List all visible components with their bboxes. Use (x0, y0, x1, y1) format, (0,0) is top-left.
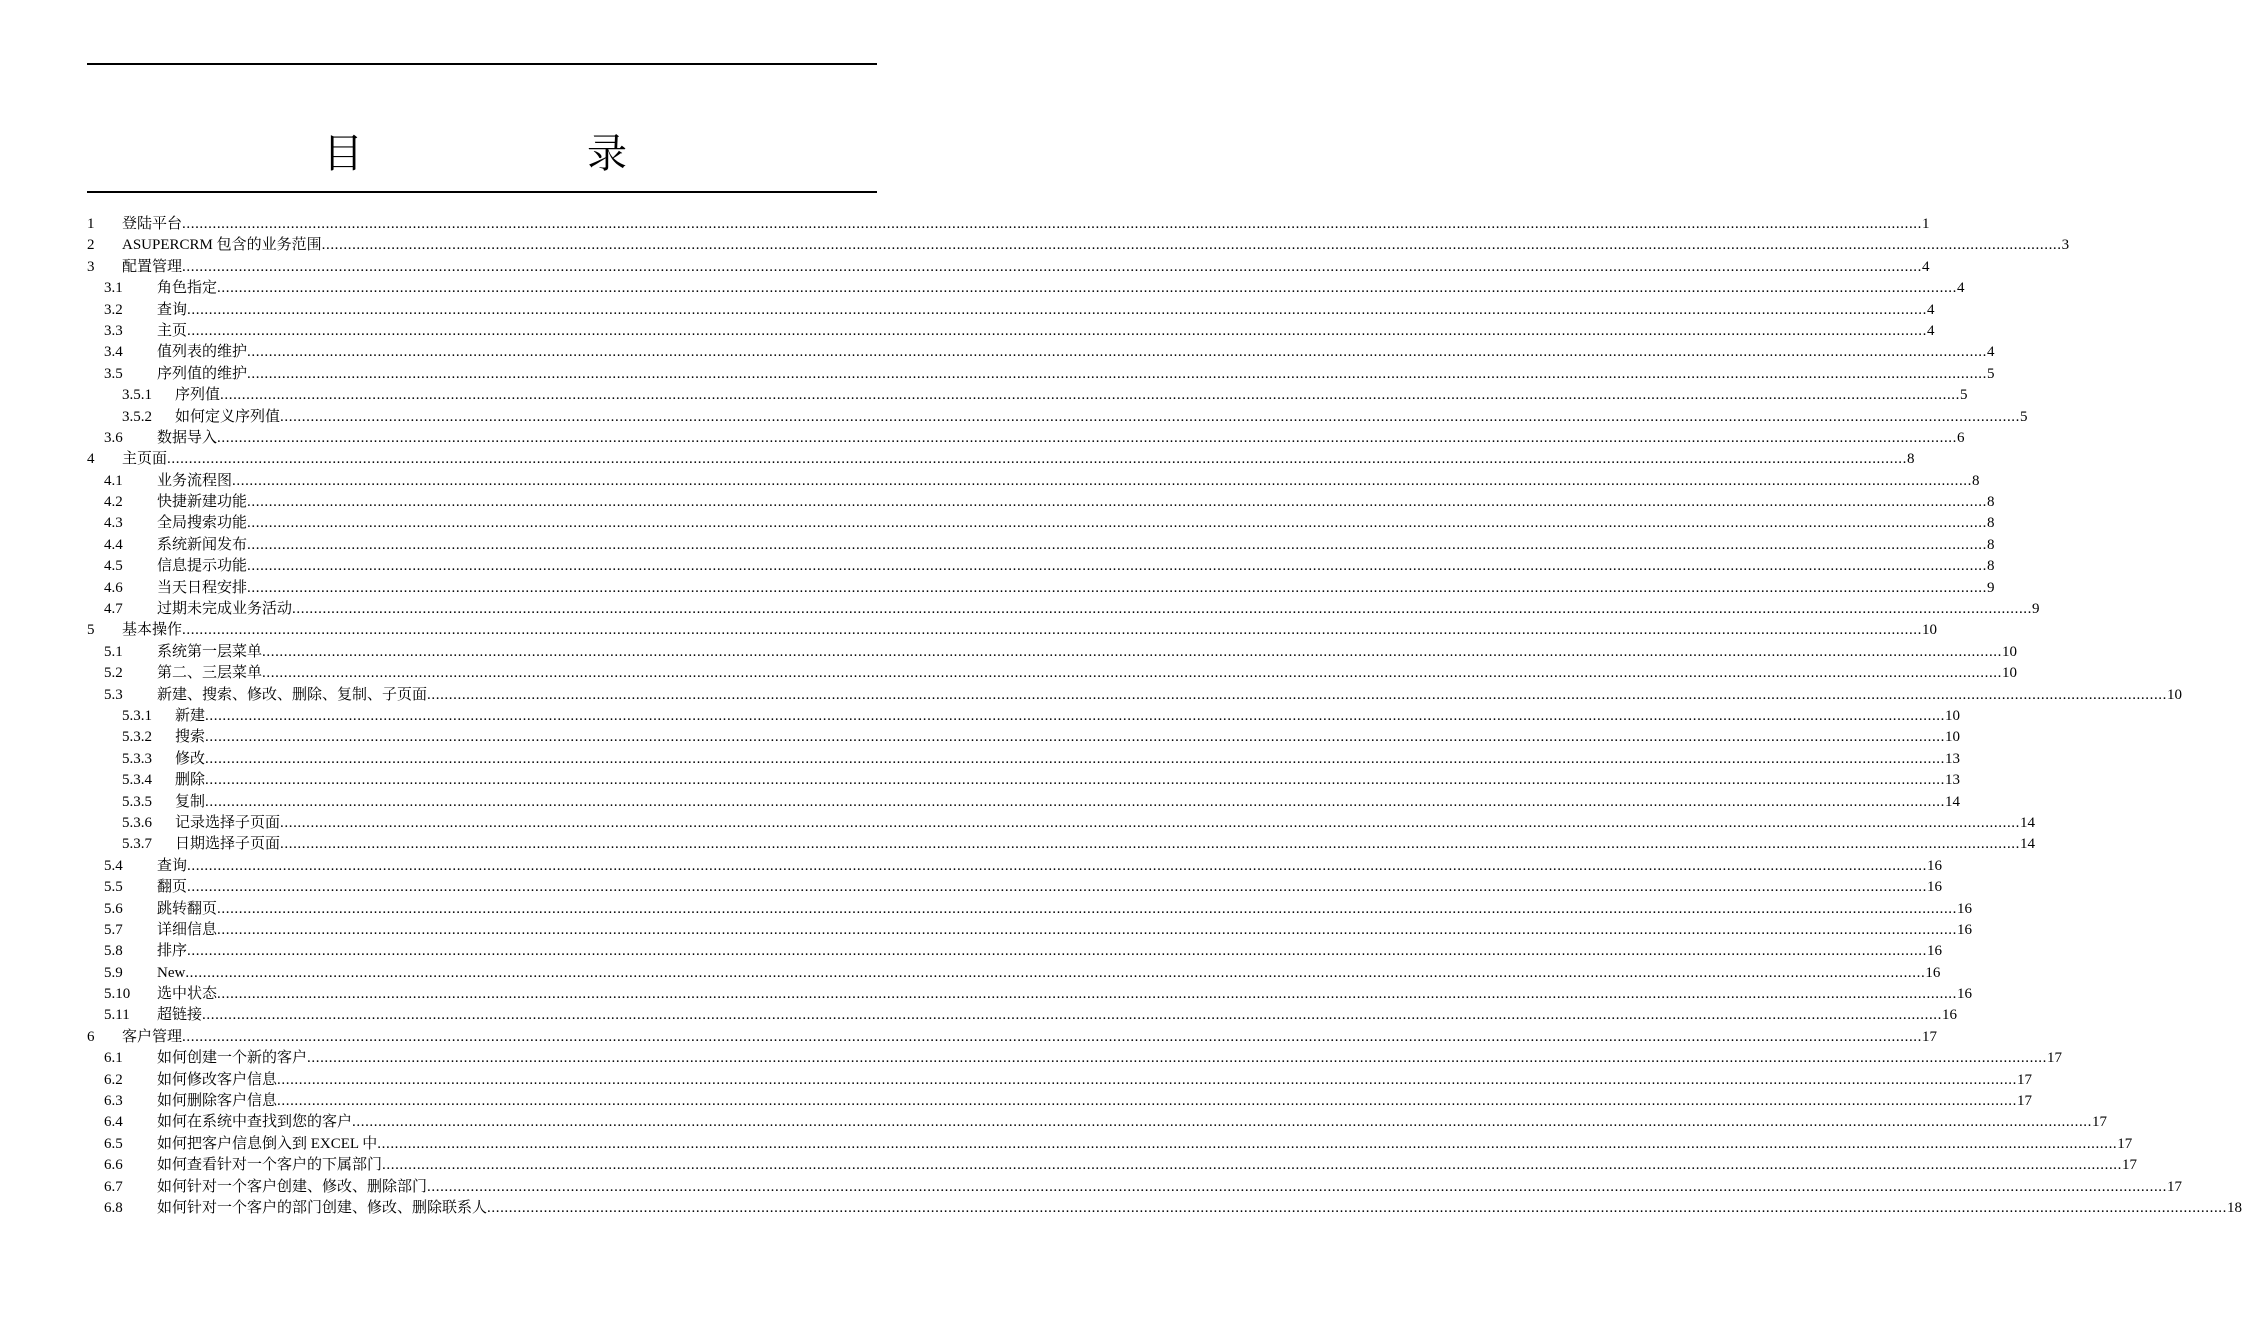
title-rule (87, 191, 877, 193)
toc-entry-number: 4.7 (104, 601, 123, 618)
dot-leader: ................................................................................................................................................................................................................................................................................................................................................................................................................ (382, 1157, 2123, 1174)
toc-entry-page-number: 10 (2002, 665, 2018, 682)
toc-entry-page-number: 4 (1922, 258, 1930, 275)
toc-entry-line (157, 663, 2018, 684)
toc-entry-page-number: 10 (1945, 707, 1961, 724)
toc-entry-page-number: 17 (2017, 1071, 2033, 1088)
dot-leader: ................................................................................................................................................................................................................................................................................................................................................................................................................ (187, 301, 1928, 318)
toc-entry-page-number: 10 (1945, 729, 1961, 746)
toc-entry-title: 选中状态 (157, 984, 217, 1005)
dot-leader: ................................................................................................................................................................................................................................................................................................................................................................................................................ (262, 665, 2003, 682)
dot-leader: ................................................................................................................................................................................................................................................................................................................................................................................................................ (217, 280, 1958, 297)
toc-entry-page-number: 4 (1987, 344, 1995, 361)
toc-entry-page-number: 17 (2167, 1178, 2183, 1195)
table-of-contents (87, 214, 2242, 1219)
toc-entry[interactable] (87, 300, 1935, 321)
toc-entry-title: 业务流程图 (157, 471, 232, 492)
toc-entry[interactable] (87, 813, 2036, 834)
toc-entry[interactable] (87, 492, 1995, 513)
toc-entry-page-number: 9 (2032, 601, 2040, 618)
toc-entry[interactable] (87, 214, 1930, 235)
toc-entry-page-number: 18 (2227, 1199, 2242, 1216)
dot-leader: ................................................................................................................................................................................................................................................................................................................................................................................................................ (280, 408, 2021, 425)
toc-entry-title: 值列表的维护 (157, 342, 247, 363)
toc-entry[interactable] (87, 471, 1980, 492)
toc-entry[interactable] (87, 1177, 2183, 1198)
toc-entry-title: New (157, 963, 185, 984)
dot-leader: ................................................................................................................................................................................................................................................................................................................................................................................................................ (277, 1093, 2018, 1110)
dot-leader: ................................................................................................................................................................................................................................................................................................................................................................................................................ (277, 1071, 2018, 1088)
dot-leader: ................................................................................................................................................................................................................................................................................................................................................................................................................ (205, 772, 1946, 789)
toc-entry-title: 如何查看针对一个客户的下属部门 (157, 1155, 382, 1176)
dot-leader: ................................................................................................................................................................................................................................................................................................................................................................................................................ (167, 451, 1908, 468)
toc-entry-page-number: 17 (2092, 1114, 2108, 1131)
toc-entry-page-number: 8 (1987, 494, 1995, 511)
toc-entry[interactable] (87, 257, 1930, 278)
toc-entry-number: 6 (87, 1028, 95, 1045)
toc-entry-line (157, 364, 1995, 385)
dot-leader: ................................................................................................................................................................................................................................................................................................................................................................................................................ (187, 857, 1928, 874)
toc-entry-line (122, 620, 1938, 641)
toc-entry-line (122, 257, 1930, 278)
toc-entry-number: 5.3 (104, 686, 123, 703)
dot-leader: ................................................................................................................................................................................................................................................................................................................................................................................................................ (182, 216, 1923, 232)
toc-entry-page-number: 17 (2017, 1093, 2033, 1110)
toc-entry-line (157, 920, 1973, 941)
toc-entry-title: 序列值 (175, 385, 220, 406)
toc-entry[interactable] (87, 1070, 2033, 1091)
toc-entry-page-number: 10 (2167, 686, 2183, 703)
toc-entry-line (122, 449, 1915, 470)
toc-entry[interactable] (87, 963, 1941, 984)
toc-entry-number: 6.8 (104, 1199, 123, 1216)
toc-entry-number: 5.3.1 (122, 707, 152, 724)
toc-entry-title: 全局搜索功能 (157, 513, 247, 534)
toc-entry-number: 5.6 (104, 900, 123, 917)
header-rule (87, 63, 877, 65)
toc-entry-number: 1 (87, 216, 95, 232)
toc-entry-title: 记录选择子页面 (175, 813, 280, 834)
toc-entry-number: 3.4 (104, 344, 123, 361)
toc-entry-line (157, 856, 1943, 877)
toc-entry[interactable] (87, 685, 2183, 706)
toc-entry-page-number: 4 (1927, 322, 1935, 339)
toc-entry[interactable] (87, 535, 1995, 556)
toc-entry-number: 5.3.6 (122, 814, 152, 831)
toc-entry-title: 数据导入 (157, 428, 217, 449)
toc-entry-number: 3.5.1 (122, 387, 152, 404)
toc-entry[interactable] (87, 278, 1965, 299)
toc-entry[interactable] (87, 770, 1961, 791)
toc-entry[interactable] (87, 1027, 1938, 1048)
toc-entry-number: 5.8 (104, 943, 123, 960)
toc-entry[interactable] (87, 749, 1961, 770)
toc-entry[interactable] (87, 1155, 2138, 1176)
toc-entry-line (157, 877, 1943, 898)
toc-entry[interactable] (87, 1005, 1958, 1026)
toc-entry-title: 删除 (175, 770, 205, 791)
toc-entry[interactable] (87, 663, 2018, 684)
toc-entry-title: 如何修改客户信息 (157, 1070, 277, 1091)
toc-entry-number: 6.7 (104, 1178, 123, 1195)
toc-entry-number: 3.5.2 (122, 408, 152, 425)
dot-leader: ................................................................................................................................................................................................................................................................................................................................................................................................................ (182, 258, 1923, 275)
toc-entry-title: 当天日程安排 (157, 578, 247, 599)
toc-entry-title: 快捷新建功能 (157, 492, 247, 513)
dot-leader: ................................................................................................................................................................................................................................................................................................................................................................................................................ (187, 943, 1928, 960)
dot-leader: ................................................................................................................................................................................................................................................................................................................................................................................................................ (185, 964, 1926, 981)
toc-entry-title: 新建、搜索、修改、删除、复制、子页面 (157, 685, 427, 706)
toc-entry-number: 5.11 (104, 1007, 130, 1024)
toc-entry-line (157, 984, 1973, 1005)
toc-entry[interactable] (87, 642, 2018, 663)
toc-entry-line (157, 535, 1995, 556)
toc-entry-title: 排序 (157, 941, 187, 962)
toc-entry-line (122, 214, 1930, 235)
toc-entry-number: 5.2 (104, 665, 123, 682)
toc-entry-line (157, 1198, 2242, 1219)
toc-entry-line (175, 749, 1961, 770)
toc-entry-title: ASUPERCRM 包含的业务范围 (122, 235, 322, 256)
toc-entry-title: 过期未完成业务活动 (157, 599, 292, 620)
toc-entry-number: 5.4 (104, 857, 123, 874)
toc-entry-line (157, 578, 1995, 599)
toc-entry-title: 基本操作 (122, 620, 182, 641)
dot-leader: ................................................................................................................................................................................................................................................................................................................................................................................................................ (321, 237, 2062, 254)
toc-entry-number: 5.5 (104, 879, 123, 896)
toc-entry[interactable] (87, 1134, 2133, 1155)
toc-entry-line (157, 556, 1995, 577)
toc-entry-line (157, 899, 1973, 920)
dot-leader: ................................................................................................................................................................................................................................................................................................................................................................................................................ (217, 921, 1958, 938)
toc-entry-number: 4.6 (104, 579, 123, 596)
dot-leader: ................................................................................................................................................................................................................................................................................................................................................................................................................ (307, 1050, 2048, 1067)
toc-entry[interactable] (87, 792, 1961, 813)
toc-entry-number: 5.7 (104, 921, 123, 938)
toc-entry-page-number: 17 (2122, 1157, 2138, 1174)
toc-entry-number: 3.2 (104, 301, 123, 318)
toc-entry-title: 查询 (157, 856, 187, 877)
toc-entry-number: 5.3.7 (122, 836, 152, 853)
toc-entry-title: 客户管理 (122, 1027, 182, 1048)
toc-entry-number: 4.5 (104, 558, 123, 575)
toc-entry-title: 如何在系统中查找到您的客户 (157, 1112, 352, 1133)
toc-entry-line (157, 1112, 2108, 1133)
toc-entry[interactable] (87, 342, 1995, 363)
toc-entry-line (122, 235, 2070, 256)
toc-entry-line (157, 599, 2040, 620)
toc-entry-number: 6.4 (104, 1114, 123, 1131)
toc-entry-line (157, 513, 1995, 534)
toc-entry-title: 日期选择子页面 (175, 834, 280, 855)
toc-entry-title: 第二、三层菜单 (157, 663, 262, 684)
toc-entry-line (157, 278, 1965, 299)
toc-entry[interactable] (87, 899, 1973, 920)
dot-leader: ................................................................................................................................................................................................................................................................................................................................................................................................................ (262, 643, 2003, 660)
toc-entry-page-number: 13 (1945, 750, 1961, 767)
toc-entry-number: 4.1 (104, 472, 123, 489)
toc-entry-page-number: 6 (1957, 429, 1965, 446)
toc-entry-title: 查询 (157, 300, 187, 321)
dot-leader: ................................................................................................................................................................................................................................................................................................................................................................................................................ (247, 365, 1988, 382)
toc-entry-line (157, 428, 1965, 449)
toc-entry-page-number: 5 (1960, 387, 1968, 404)
toc-entry-title: 配置管理 (122, 257, 182, 278)
toc-entry-page-number: 16 (1957, 986, 1973, 1003)
toc-entry[interactable] (87, 556, 1995, 577)
toc-entry-page-number: 1 (1922, 216, 1930, 232)
toc-entry-line (157, 342, 1995, 363)
toc-entry-page-number: 16 (1957, 900, 1973, 917)
dot-leader: ................................................................................................................................................................................................................................................................................................................................................................................................................ (427, 686, 2168, 703)
toc-entry-title: 超链接 (157, 1005, 202, 1026)
toc-entry[interactable] (87, 513, 1995, 534)
toc-entry[interactable] (87, 599, 2040, 620)
toc-entry[interactable] (87, 321, 1935, 342)
toc-entry-title: 新建 (175, 706, 205, 727)
dot-leader: ................................................................................................................................................................................................................................................................................................................................................................................................................ (280, 814, 2021, 831)
dot-leader: ................................................................................................................................................................................................................................................................................................................................................................................................................ (217, 429, 1958, 446)
toc-entry-number: 6.1 (104, 1050, 123, 1067)
toc-entry-line (175, 706, 1961, 727)
toc-entry-title: 系统第一层菜单 (157, 642, 262, 663)
toc-entry[interactable] (87, 920, 1973, 941)
toc-entry-number: 3.3 (104, 322, 123, 339)
toc-entry-line (157, 1134, 2133, 1155)
dot-leader: ................................................................................................................................................................................................................................................................................................................................................................................................................ (247, 579, 1988, 596)
toc-entry-title: 跳转翻页 (157, 899, 217, 920)
toc-entry[interactable] (87, 941, 1943, 962)
toc-entry-title: 信息提示功能 (157, 556, 247, 577)
toc-entry[interactable] (87, 984, 1973, 1005)
toc-entry-title: 如何把客户信息倒入到 EXCEL 中 (157, 1134, 377, 1155)
toc-entry-line (175, 727, 1961, 748)
toc-entry[interactable] (87, 385, 1968, 406)
toc-entry-page-number: 4 (1957, 280, 1965, 297)
toc-entry-number: 5.10 (104, 986, 131, 1003)
toc-entry-page-number: 13 (1945, 772, 1961, 789)
toc-entry-line (157, 492, 1995, 513)
dot-leader: ................................................................................................................................................................................................................................................................................................................................................................................................................ (352, 1114, 2093, 1131)
dot-leader: ................................................................................................................................................................................................................................................................................................................................................................................................................ (205, 750, 1946, 767)
toc-entry-title: 复制 (175, 792, 205, 813)
dot-leader: ................................................................................................................................................................................................................................................................................................................................................................................................................ (280, 836, 2021, 853)
toc-entry[interactable] (87, 620, 1938, 641)
toc-entry[interactable] (87, 877, 1943, 898)
toc-entry-line (157, 300, 1935, 321)
dot-leader: ................................................................................................................................................................................................................................................................................................................................................................................................................ (247, 558, 1988, 575)
toc-entry-page-number: 16 (1927, 857, 1943, 874)
toc-entry-number: 3.6 (104, 429, 123, 446)
dot-leader: ................................................................................................................................................................................................................................................................................................................................................................................................................ (247, 515, 1988, 532)
toc-entry-title: 修改 (175, 749, 205, 770)
dot-leader: ................................................................................................................................................................................................................................................................................................................................................................................................................ (247, 344, 1988, 361)
toc-entry-line (157, 685, 2183, 706)
toc-entry-title: 如何针对一个客户创建、修改、删除部门 (157, 1177, 427, 1198)
toc-entry-number: 3.1 (104, 280, 123, 297)
toc-entry[interactable] (87, 364, 1995, 385)
toc-entry-page-number: 10 (1922, 622, 1938, 639)
toc-entry-number: 5.3.2 (122, 729, 152, 746)
toc-entry-line (175, 792, 1961, 813)
toc-entry-number: 6.6 (104, 1157, 123, 1174)
toc-entry-number: 4 (87, 451, 95, 468)
dot-leader: ................................................................................................................................................................................................................................................................................................................................................................................................................ (205, 729, 1946, 746)
toc-entry-title: 如何定义序列值 (175, 407, 280, 428)
dot-leader: ................................................................................................................................................................................................................................................................................................................................................................................................................ (292, 601, 2033, 618)
toc-entry-page-number: 14 (1945, 793, 1961, 810)
dot-leader: ................................................................................................................................................................................................................................................................................................................................................................................................................ (427, 1178, 2168, 1195)
toc-entry-line (175, 813, 2036, 834)
toc-entry-number: 4.2 (104, 494, 123, 511)
toc-entry[interactable] (87, 1091, 2033, 1112)
toc-entry-line (175, 407, 2028, 428)
toc-entry-title: 登陆平台 (122, 214, 182, 235)
toc-entry-number: 6.5 (104, 1135, 123, 1152)
toc-entry-line (157, 1177, 2183, 1198)
dot-leader: ................................................................................................................................................................................................................................................................................................................................................................................................................ (205, 793, 1946, 810)
dot-leader: ................................................................................................................................................................................................................................................................................................................................................................................................................ (205, 707, 1946, 724)
toc-entry-number: 3 (87, 258, 95, 275)
toc-entry-page-number: 5 (1987, 365, 1995, 382)
page-title: 目 录 (323, 131, 719, 177)
toc-entry-number: 5.3.3 (122, 750, 152, 767)
toc-entry-page-number: 16 (1957, 921, 1973, 938)
toc-entry-page-number: 8 (1987, 515, 1995, 532)
toc-entry[interactable] (87, 407, 2028, 428)
toc-entry[interactable] (87, 706, 1961, 727)
toc-entry-title: 系统新闻发布 (157, 535, 247, 556)
dot-leader: ................................................................................................................................................................................................................................................................................................................................................................................................................ (182, 622, 1923, 639)
toc-entry-page-number: 14 (2020, 836, 2036, 853)
toc-entry[interactable] (87, 834, 2036, 855)
toc-entry-number: 5.3.4 (122, 772, 152, 789)
toc-entry-number: 6.2 (104, 1071, 123, 1088)
toc-entry-page-number: 8 (1972, 472, 1980, 489)
toc-entry-page-number: 5 (2020, 408, 2028, 425)
toc-entry-number: 4.3 (104, 515, 123, 532)
toc-entry-page-number: 8 (1987, 536, 1995, 553)
dot-leader: ................................................................................................................................................................................................................................................................................................................................................................................................................ (247, 494, 1988, 511)
toc-entry[interactable] (87, 856, 1943, 877)
toc-entry-page-number: 8 (1907, 451, 1915, 468)
dot-leader: ................................................................................................................................................................................................................................................................................................................................................................................................................ (377, 1135, 2118, 1152)
toc-entry-page-number: 3 (2061, 237, 2070, 254)
toc-entry-title: 角色指定 (157, 278, 217, 299)
toc-entry[interactable] (87, 727, 1961, 748)
toc-entry[interactable] (87, 235, 2070, 256)
toc-entry-title: 搜索 (175, 727, 205, 748)
dot-leader: ................................................................................................................................................................................................................................................................................................................................................................................................................ (232, 472, 1973, 489)
toc-entry[interactable] (87, 428, 1965, 449)
toc-entry-page-number: 4 (1927, 301, 1935, 318)
toc-entry[interactable] (87, 449, 1915, 470)
toc-entry-line (157, 963, 1941, 984)
toc-entry-title: 翻页 (157, 877, 187, 898)
toc-entry-title: 主页 (157, 321, 187, 342)
toc-entry-title: 序列值的维护 (157, 364, 247, 385)
toc-entry-title: 详细信息 (157, 920, 217, 941)
toc-entry-number: 5 (87, 622, 95, 639)
toc-entry-title: 如何创建一个新的客户 (157, 1048, 307, 1069)
dot-leader: ................................................................................................................................................................................................................................................................................................................................................................................................................ (217, 986, 1958, 1003)
toc-entry-line (157, 1155, 2138, 1176)
toc-entry-line (157, 1005, 1958, 1026)
toc-entry-number: 5.1 (104, 643, 123, 660)
toc-entry-line (175, 385, 1968, 406)
toc-entry-number: 2 (87, 237, 95, 254)
toc-entry-line (175, 770, 1961, 791)
toc-entry-line (157, 941, 1943, 962)
toc-entry-page-number: 9 (1987, 579, 1995, 596)
dot-leader: ................................................................................................................................................................................................................................................................................................................................................................................................................ (247, 536, 1988, 553)
toc-entry-page-number: 16 (1927, 879, 1943, 896)
toc-entry-page-number: 17 (1922, 1028, 1938, 1045)
toc-entry-page-number: 16 (1942, 1007, 1958, 1024)
toc-entry-line (157, 1070, 2033, 1091)
toc-entry-number: 5.9 (104, 964, 123, 981)
dot-leader: ................................................................................................................................................................................................................................................................................................................................................................................................................ (187, 879, 1928, 896)
toc-entry-page-number: 16 (1927, 943, 1943, 960)
toc-entry-title: 主页面 (122, 449, 167, 470)
toc-entry[interactable] (87, 1198, 2242, 1219)
toc-entry[interactable] (87, 1112, 2108, 1133)
toc-entry-line (175, 834, 2036, 855)
dot-leader: ................................................................................................................................................................................................................................................................................................................................................................................................................ (487, 1199, 2228, 1216)
toc-entry-line (157, 642, 2018, 663)
toc-entry[interactable] (87, 578, 1995, 599)
toc-entry[interactable] (87, 1048, 2063, 1069)
toc-entry-title: 如何针对一个客户的部门创建、修改、删除联系人 (157, 1198, 487, 1219)
dot-leader: ................................................................................................................................................................................................................................................................................................................................................................................................................ (217, 900, 1958, 917)
dot-leader: ................................................................................................................................................................................................................................................................................................................................................................................................................ (202, 1007, 1943, 1024)
toc-entry-page-number: 14 (2020, 814, 2036, 831)
toc-entry-number: 3.5 (104, 365, 123, 382)
toc-entry-line (157, 471, 1980, 492)
toc-entry-page-number: 17 (2117, 1135, 2133, 1152)
toc-entry-page-number: 8 (1987, 558, 1995, 575)
dot-leader: ................................................................................................................................................................................................................................................................................................................................................................................................................ (182, 1028, 1923, 1045)
toc-entry-page-number: 10 (2002, 643, 2018, 660)
toc-entry-number: 6.3 (104, 1093, 123, 1110)
dot-leader: ................................................................................................................................................................................................................................................................................................................................................................................................................ (187, 322, 1928, 339)
toc-entry-line (157, 1091, 2033, 1112)
toc-entry-number: 5.3.5 (122, 793, 152, 810)
toc-entry-title: 如何删除客户信息 (157, 1091, 277, 1112)
toc-entry-line (122, 1027, 1938, 1048)
dot-leader: ................................................................................................................................................................................................................................................................................................................................................................................................................ (220, 387, 1961, 404)
toc-entry-page-number: 16 (1925, 964, 1941, 981)
toc-entry-page-number: 17 (2047, 1050, 2063, 1067)
toc-entry-line (157, 1048, 2063, 1069)
toc-entry-line (157, 321, 1935, 342)
toc-entry-number: 4.4 (104, 536, 123, 553)
